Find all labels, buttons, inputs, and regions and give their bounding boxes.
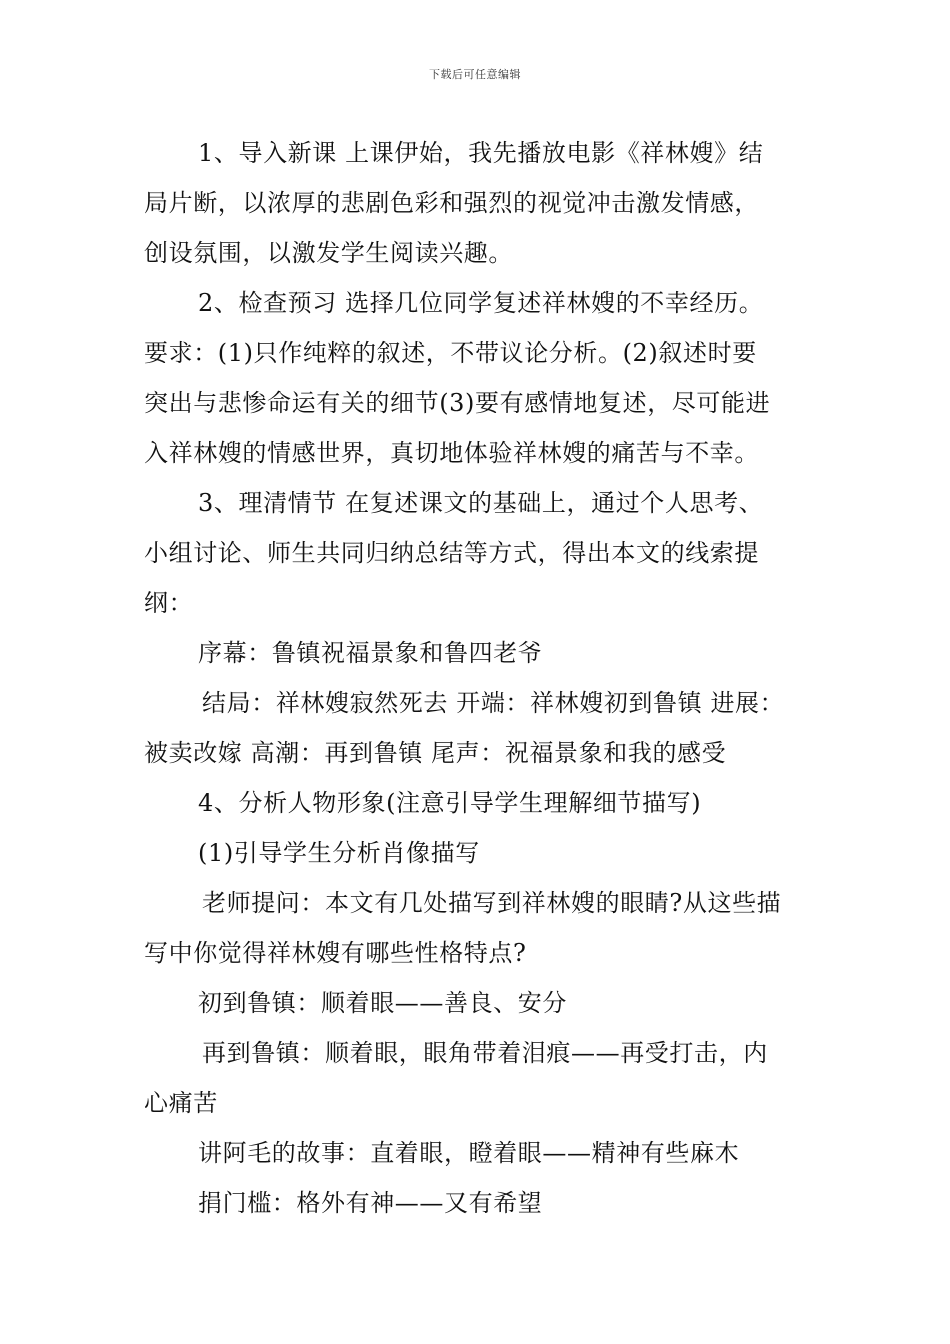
- page-header: 下载后可任意编辑: [429, 68, 521, 81]
- text-line: 4、分析人物形象(注意引导学生理解细节描写): [198, 789, 702, 817]
- text-line: 再到鲁镇：顺着眼，眼角带着泪痕——再受打击，内: [202, 1039, 768, 1067]
- text-line: 创设氛围，以激发学生阅读兴趣。: [144, 239, 513, 267]
- text-line: 要求：(1)只作纯粹的叙述，不带议论分析。(2)叙述时要: [144, 339, 757, 367]
- text-line: 被卖改嫁 高潮：再到鲁镇 尾声：祝福景象和我的感受: [144, 739, 727, 767]
- text-line: 入祥林嫂的情感世界，真切地体验祥林嫂的痛苦与不幸。: [144, 439, 759, 467]
- text-line: 初到鲁镇：顺着眼——善良、安分: [198, 989, 567, 1017]
- text-line: (1)引导学生分析肖像描写: [198, 839, 480, 867]
- text-line: 小组讨论、师生共同归纳总结等方式，得出本文的线索提: [144, 539, 759, 567]
- text-line: 写中你觉得祥林嫂有哪些性格特点?: [144, 939, 527, 967]
- text-line: 1、导入新课 上课伊始，我先播放电影《祥林嫂》结: [198, 139, 764, 167]
- text-line: 序幕：鲁镇祝福景象和鲁四老爷: [198, 639, 543, 667]
- text-line: 心痛苦: [144, 1089, 218, 1117]
- text-line: 结局：祥林嫂寂然死去 开端：祥林嫂初到鲁镇 进展：: [202, 689, 785, 717]
- text-line: 局片断，以浓厚的悲剧色彩和强烈的视觉冲击激发情感，: [144, 189, 759, 217]
- text-line: 2、检查预习 选择几位同学复述祥林嫂的不幸经历。: [198, 289, 764, 317]
- text-line: 捐门槛：格外有神——又有希望: [198, 1189, 543, 1217]
- text-line: 纲：: [144, 589, 194, 617]
- text-line: 讲阿毛的故事：直着眼，瞪着眼——精神有些麻木: [198, 1139, 740, 1167]
- text-line: 突出与悲惨命运有关的细节(3)要有感情地复述，尽可能进: [144, 389, 771, 417]
- document-body: [144, 128, 824, 1228]
- text-line: 3、理清情节 在复述课文的基础上，通过个人思考、: [198, 489, 764, 517]
- text-line: 老师提问：本文有几处描写到祥林嫂的眼睛?从这些描: [202, 889, 782, 917]
